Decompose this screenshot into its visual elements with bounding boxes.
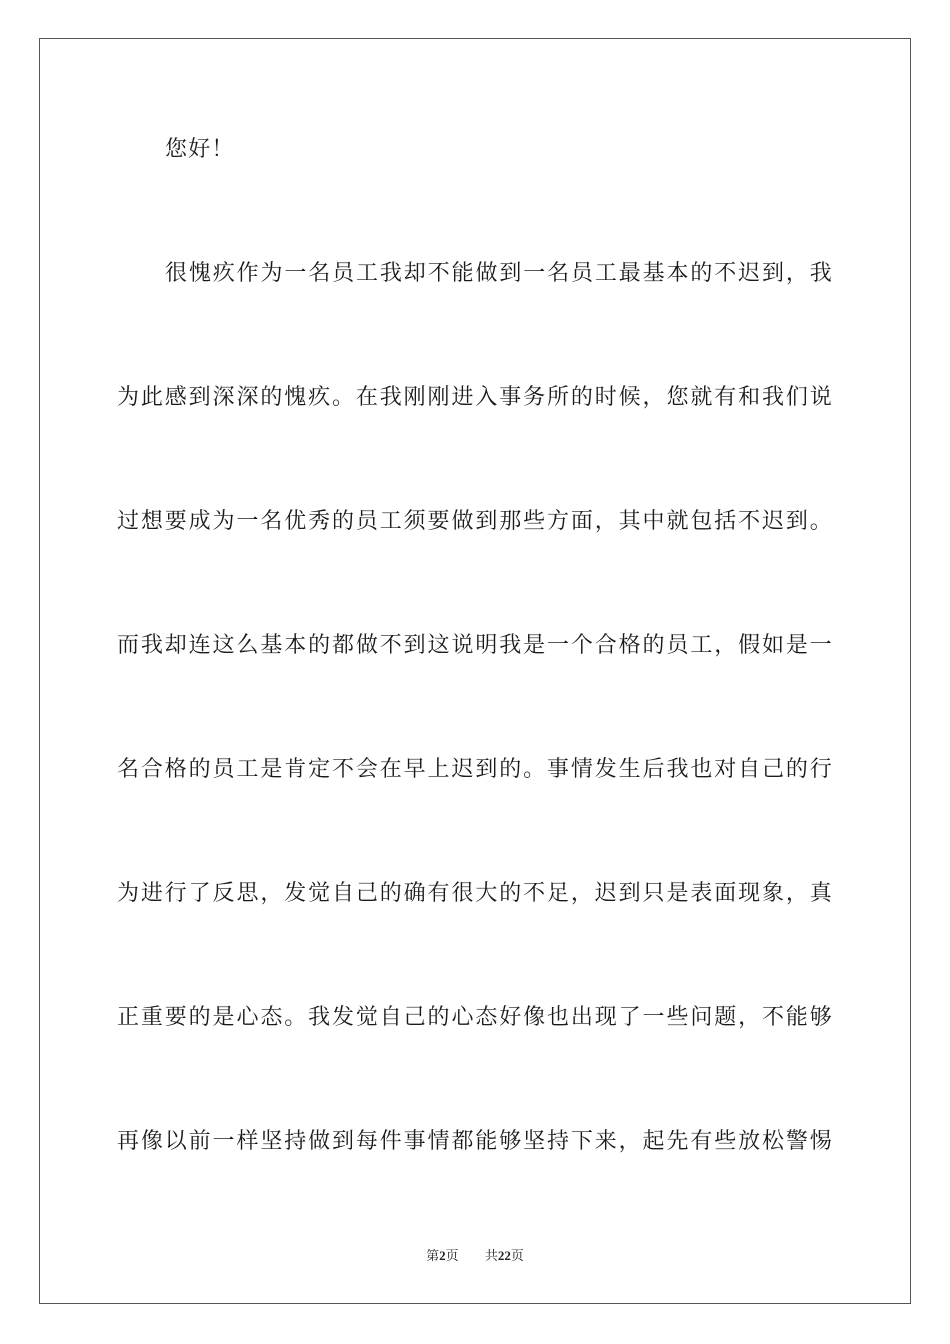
body-line-5: 名合格的员工是肯定不会在早上迟到的。事情发生后我也对自己的行 bbox=[117, 757, 833, 782]
body-line-3: 过想要成为一名优秀的员工须要做到那些方面，其中就包括不迟到。 bbox=[117, 509, 833, 534]
total-page-count: 22 bbox=[497, 1248, 511, 1263]
greeting-line: 您好！ bbox=[165, 137, 235, 162]
page-border bbox=[39, 38, 911, 1304]
body-line-1: 很愧疚作为一名员工我却不能做到一名员工最基本的不迟到，我 bbox=[165, 261, 833, 286]
body-line-2: 为此感到深深的愧疚。在我刚刚进入事务所的时候，您就有和我们说 bbox=[117, 385, 833, 410]
page-footer bbox=[0, 1247, 950, 1266]
page-suffix: 页 bbox=[445, 1249, 459, 1264]
page-prefix: 第 bbox=[426, 1249, 440, 1264]
current-page-number: 2 bbox=[439, 1248, 446, 1263]
page-total bbox=[485, 1247, 524, 1266]
total-suffix: 页 bbox=[510, 1249, 524, 1264]
page-number bbox=[426, 1247, 459, 1266]
total-prefix: 共 bbox=[484, 1249, 498, 1264]
body-line-8: 再像以前一样坚持做到每件事情都能够坚持下来，起先有些放松警惕 bbox=[117, 1129, 833, 1154]
body-line-4: 而我却连这么基本的都做不到这说明我是一个合格的员工，假如是一 bbox=[117, 633, 833, 658]
body-line-7: 正重要的是心态。我发觉自己的心态好像也出现了一些问题，不能够 bbox=[117, 1005, 833, 1030]
body-line-6: 为进行了反思，发觉自己的确有很大的不足，迟到只是表面现象，真 bbox=[117, 881, 833, 906]
